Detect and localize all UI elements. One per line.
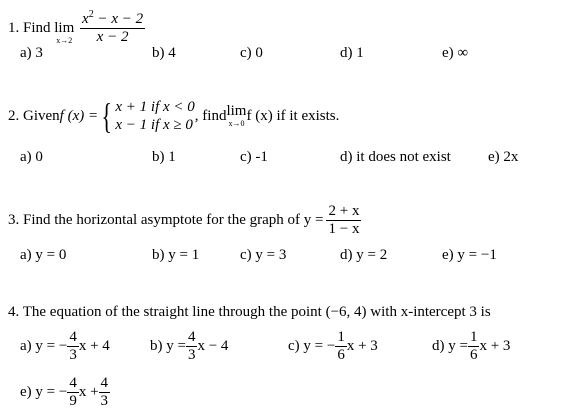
q4-option-d[interactable]: d) y = $\frac{1}{6}$ x + 3	[432, 329, 511, 363]
q2-brace: {	[101, 96, 112, 136]
question-3-text: 3. Find the horizontal asymptote for the graph of y =	[8, 212, 324, 228]
q4-option-b[interactable]: b) y = $\frac{4}{3}$ x − 4	[150, 329, 229, 363]
q3-option-d[interactable]: d) y = 2	[340, 247, 388, 263]
q1-option-d[interactable]: d) 1	[340, 45, 364, 61]
question-1-text: 1. Find	[8, 19, 55, 36]
q2-option-c[interactable]: c) -1	[240, 149, 268, 165]
q2-option-e[interactable]: e) 2x	[488, 149, 519, 165]
q1-option-e[interactable]: e) ∞	[442, 45, 469, 61]
q2-option-d[interactable]: d) it does not exist	[340, 149, 451, 165]
question-1	[8, 9, 145, 45]
q1-fraction: $\frac{x^2 - x - 2}{x - 2}$	[82, 9, 144, 45]
q2-option-a[interactable]: a) 0	[20, 149, 43, 165]
q2-case-1: x + 1 if x < 0	[115, 99, 195, 115]
q3-option-a[interactable]: a) y = 0	[20, 247, 67, 263]
q4-option-a[interactable]: a) y = − $\frac{4}{3}$ x + 4	[20, 329, 110, 363]
q3-option-b[interactable]: b) y = 1	[152, 247, 200, 263]
q4-option-c[interactable]: c) y = − $\frac{1}{6}$ x + 3	[288, 329, 378, 363]
question-2: 2. Given f (x) = { x + 1 if x < 0 x − 1 if x ≥ 0 , find lim x→0 f (x) if it exists.	[8, 96, 340, 136]
q1-option-c[interactable]: c) 0	[240, 45, 263, 61]
q4-option-e[interactable]: e) y = − $\frac{4}{9}$ x + $\frac{4}{3}$	[20, 375, 109, 409]
q1-limit: lim x→2	[54, 19, 75, 45]
q3-option-c[interactable]: c) y = 3	[240, 247, 287, 263]
question-2-text: 2. Given	[8, 107, 60, 124]
q2-limit: lim x→0	[226, 103, 247, 128]
q3-fraction: $\frac{2 + x}{1 - x}$	[328, 203, 360, 237]
question-3	[8, 204, 361, 237]
question-4: 4. The equation of the straight line through the point (−6, 4) with x-intercept 3 is	[8, 304, 491, 320]
q1-option-a[interactable]: a) 3	[20, 45, 43, 61]
q1-option-b[interactable]: b) 4	[152, 45, 176, 61]
q2-function: f (x) =	[59, 107, 99, 124]
q2-cases	[115, 98, 194, 134]
q2-option-b[interactable]: b) 1	[152, 149, 176, 165]
q3-option-e[interactable]: e) y = −1	[442, 247, 497, 263]
q2-case-2: x − 1 if x ≥ 0	[115, 117, 193, 133]
